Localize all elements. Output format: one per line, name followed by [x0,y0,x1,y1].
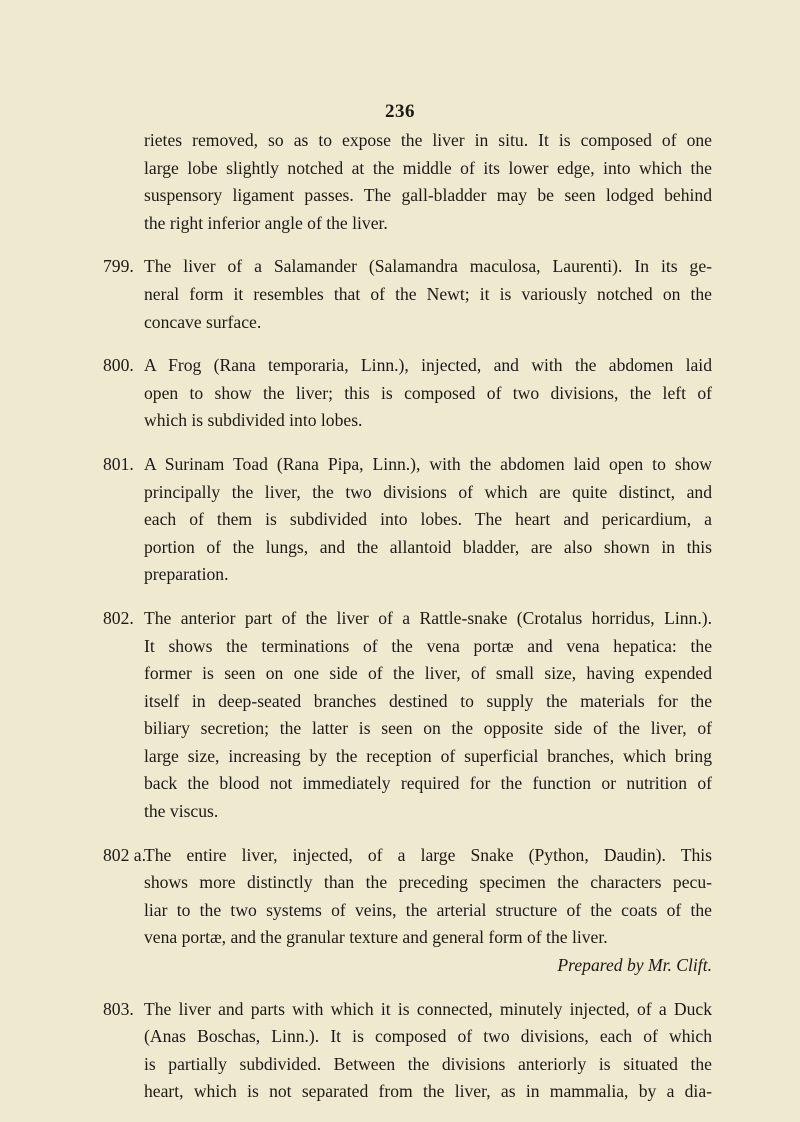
text-line: (Anas Boschas, Linn.). It is composed of two divisions, each of which [144,1026,712,1047]
page-number: 236 [385,101,415,122]
body-text [0,127,800,1122]
text-line: The anterior part of the liver of a Rattle-snake (Crotalus horridus, Linn.). [144,607,712,628]
entry-number: 799. [103,256,134,277]
text-line: It shows the terminations of the vena portæ and vena hepatica: the [144,635,712,656]
text-line: concave surface. [144,311,262,332]
text-line: suspensory ligament passes. The gall-bladder may be seen lodged behind [144,185,712,206]
preparer-credit: Prepared by Mr. Clift. [557,955,712,976]
text-line: The liver and parts with which it is connected, minutely injected, of a Duck [144,998,712,1019]
text-line: which is subdivided into lobes. [144,410,363,431]
text-line: the right inferior angle of the liver. [144,212,388,233]
catalogue-entry-802 [0,605,800,826]
text-line: is partially subdivided. Between the divisions anteriorly is situated the [144,1053,712,1074]
text-line: portion of the lungs, and the allantoid bladder, are also shown in this [144,536,712,557]
text-line: former is seen on one side of the liver, of small size, having expended [144,663,712,684]
catalogue-entry-801 [0,451,800,589]
text-line: back the blood not immediately required for the function or nutrition of [144,773,712,794]
entry-number: 800. [103,355,134,376]
entry-number: 802. [103,607,134,628]
catalogue-entry-802a [0,842,800,980]
text-line: each of them is subdivided into lobes. The heart and pericardium, a [144,509,712,530]
text-line: principally the liver, the two divisions of which are quite distinct, and [144,481,712,502]
catalogue-entry-800 [0,352,800,435]
text-line: preparation. [144,564,229,585]
text-line: vena portæ, and the granular texture and general form of the liver. [144,927,608,948]
text-line: biliary secretion; the latter is seen on the opposite side of the liver, of [144,718,712,739]
catalogue-entry-799 [0,253,800,336]
text-line: neral form it resembles that of the Newt; it is variously notched on the [144,283,712,304]
catalogue-entry-continuation [0,127,800,237]
text-line: open to show the liver; this is composed of two divisions, the left of [144,382,712,403]
text-line: large size, increasing by the reception of superficial branches, which bring [144,745,712,766]
text-line: The liver of a Salamander (Salamandra maculosa, Laurenti). In its ge- [144,256,712,277]
text-line: the viscus. [144,801,219,822]
entry-number: 802 a. [103,844,146,865]
text-line: heart, which is not separated from the liver, as in mammalia, by a dia- [144,1081,712,1102]
text-line: A Surinam Toad (Rana Pipa, Linn.), with the abdomen laid open to show [144,453,712,474]
catalogue-entry-803 [0,996,800,1106]
text-line: A Frog (Rana temporaria, Linn.), injected, and with the abdomen laid [144,355,712,376]
text-line: liar to the two systems of veins, the arterial structure of the coats of the [144,899,712,920]
text-line: itself in deep-seated branches destined to supply the materials for the [144,690,712,711]
entry-number: 801. [103,453,134,474]
text-line: shows more distinctly than the preceding specimen the characters pecu- [144,872,712,893]
text-line: large lobe slightly notched at the middle of its lower edge, into which the [144,157,712,178]
text-line: rietes removed, so as to expose the liver in situ. It is composed of one [144,130,712,150]
entry-number: 803. [103,998,134,1019]
text-line: The entire liver, injected, of a large Snake (Python, Daudin). This [144,844,712,865]
